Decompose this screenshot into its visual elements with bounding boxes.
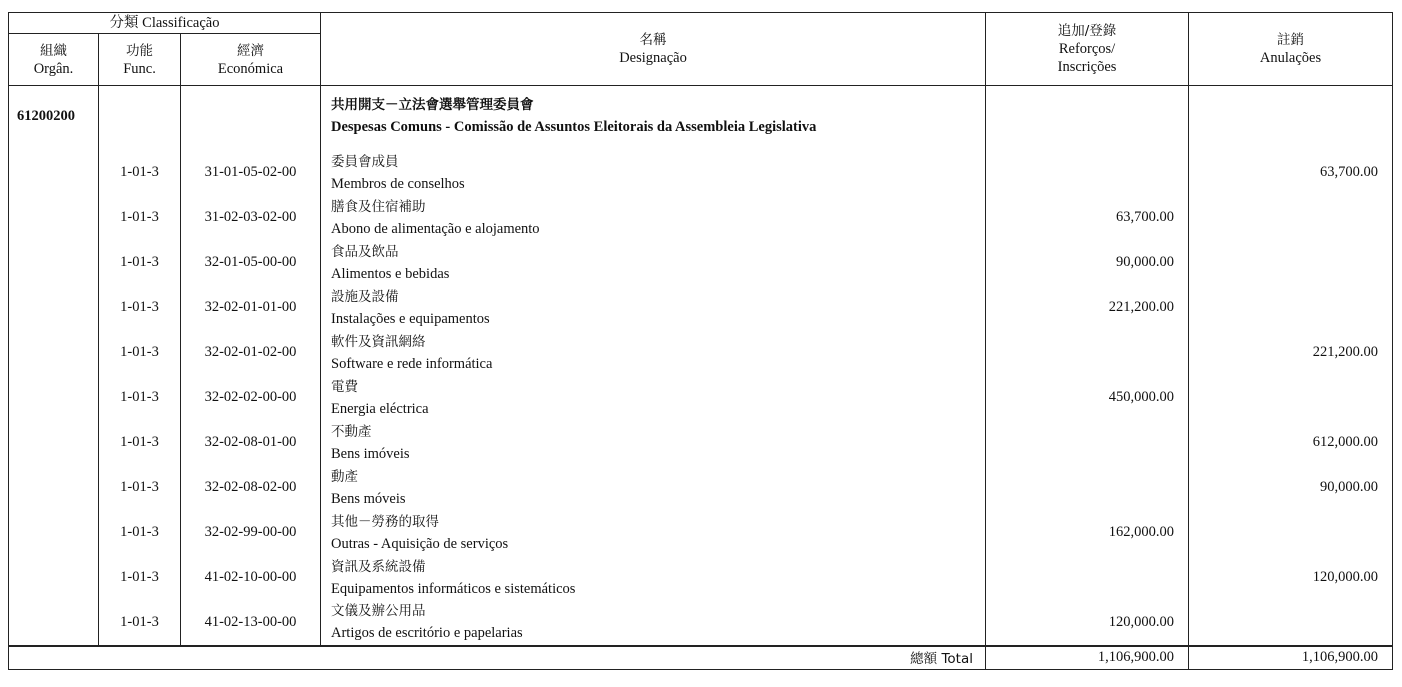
row-designation-pt: Alimentos e bebidas bbox=[331, 265, 450, 282]
row-organ-empty bbox=[9, 555, 99, 600]
row-designation bbox=[321, 555, 986, 600]
row-reforco bbox=[986, 150, 1189, 195]
row-econ: 32-02-01-02-00 bbox=[181, 330, 321, 375]
row-organ-empty bbox=[9, 465, 99, 510]
row-econ: 41-02-10-00-00 bbox=[181, 555, 321, 600]
table-row bbox=[9, 195, 1393, 240]
table-row bbox=[9, 375, 1393, 420]
row-anulacao: 612,000.00 bbox=[1189, 420, 1393, 465]
row-organ-empty bbox=[9, 240, 99, 285]
row-designation-zh: 食品及飲品 bbox=[331, 243, 399, 260]
row-econ: 32-02-02-00-00 bbox=[181, 375, 321, 420]
row-organ-empty bbox=[9, 510, 99, 555]
row-anulacao bbox=[1189, 375, 1393, 420]
organ-title-zh: 共用開支－立法會選舉管理委員會 bbox=[331, 97, 534, 113]
row-econ: 32-02-08-01-00 bbox=[181, 420, 321, 465]
row-organ-empty bbox=[9, 375, 99, 420]
row-designation-pt: Bens imóveis bbox=[331, 445, 410, 462]
row-designation bbox=[321, 375, 986, 420]
econ-header-zh: 經濟 bbox=[237, 42, 265, 59]
total-row bbox=[9, 646, 1393, 669]
row-econ: 41-02-13-00-00 bbox=[181, 600, 321, 645]
designation-header-zh: 名稱 bbox=[639, 32, 667, 48]
row-reforco bbox=[986, 330, 1189, 375]
table-row bbox=[9, 465, 1393, 510]
row-func: 1-01-3 bbox=[99, 240, 181, 285]
header-table bbox=[8, 12, 1393, 86]
row-econ: 31-01-05-02-00 bbox=[181, 150, 321, 195]
row-designation-zh: 軟件及資訊網絡 bbox=[331, 333, 426, 350]
row-designation-zh: 資訊及系統設備 bbox=[331, 558, 426, 575]
organ-title bbox=[321, 86, 986, 150]
row-reforco: 90,000.00 bbox=[986, 240, 1189, 285]
total-label-text: 總額 Total bbox=[910, 651, 973, 667]
table-row bbox=[9, 330, 1393, 375]
row-anulacao bbox=[1189, 240, 1393, 285]
anulacoes-header-zh: 註銷 bbox=[1277, 32, 1305, 48]
row-reforco bbox=[986, 420, 1189, 465]
row-econ: 31-02-03-02-00 bbox=[181, 195, 321, 240]
row-organ-empty bbox=[9, 195, 99, 240]
row-organ-empty bbox=[9, 150, 99, 195]
row-reforco: 63,700.00 bbox=[986, 195, 1189, 240]
row-anulacao: 90,000.00 bbox=[1189, 465, 1393, 510]
row-func: 1-01-3 bbox=[99, 375, 181, 420]
total-reforcos: 1,106,900.00 bbox=[986, 646, 1189, 669]
row-designation-zh: 文儀及辦公用品 bbox=[331, 603, 426, 620]
table-row bbox=[9, 510, 1393, 555]
reforcos-header-pt1: Reforços/ bbox=[1058, 41, 1116, 57]
row-designation-zh: 設施及設備 bbox=[331, 288, 399, 305]
reforcos-header bbox=[986, 13, 1189, 86]
row-func: 1-01-3 bbox=[99, 600, 181, 645]
row-anulacao: 221,200.00 bbox=[1189, 330, 1393, 375]
table-row bbox=[9, 150, 1393, 195]
budget-table-sheet bbox=[8, 12, 1392, 672]
row-reforco: 450,000.00 bbox=[986, 375, 1189, 420]
row-designation-pt: Artigos de escritório e papelarias bbox=[331, 625, 523, 642]
row-designation-pt: Software e rede informática bbox=[331, 355, 493, 372]
row-anulacao bbox=[1189, 600, 1393, 645]
organ-title-pt: Despesas Comuns - Comissão de Assuntos Eleitorais da Assembleia Legislativa bbox=[331, 119, 817, 135]
row-reforco: 120,000.00 bbox=[986, 600, 1189, 645]
organ-anulacao-empty bbox=[1189, 86, 1393, 150]
econ-header bbox=[181, 34, 321, 86]
designation-header bbox=[321, 13, 986, 86]
organ-header-zh: 組織 bbox=[40, 42, 67, 59]
row-anulacao: 63,700.00 bbox=[1189, 150, 1393, 195]
row-designation bbox=[321, 150, 986, 195]
row-func: 1-01-3 bbox=[99, 330, 181, 375]
row-designation-zh: 膳食及住宿補助 bbox=[331, 198, 426, 215]
organ-func-empty bbox=[99, 86, 181, 150]
row-designation-pt: Outras - Aquisição de serviços bbox=[331, 535, 509, 552]
row-econ: 32-02-99-00-00 bbox=[181, 510, 321, 555]
row-organ-empty bbox=[9, 330, 99, 375]
row-designation bbox=[321, 465, 986, 510]
func-header-zh: 功能 bbox=[126, 42, 153, 59]
row-anulacao: 120,000.00 bbox=[1189, 555, 1393, 600]
row-organ-empty bbox=[9, 600, 99, 645]
row-organ-empty bbox=[9, 420, 99, 465]
func-header bbox=[99, 34, 181, 86]
row-designation-zh: 電費 bbox=[331, 378, 358, 395]
row-designation-pt: Equipamentos informáticos e sistemáticos bbox=[331, 580, 576, 597]
row-func: 1-01-3 bbox=[99, 150, 181, 195]
total-table bbox=[8, 646, 1393, 670]
row-designation-zh: 不動產 bbox=[331, 423, 372, 440]
row-func: 1-01-3 bbox=[99, 195, 181, 240]
total-anulacoes: 1,106,900.00 bbox=[1189, 646, 1393, 669]
organ-header bbox=[9, 34, 99, 86]
row-designation-pt: Energia eléctrica bbox=[331, 400, 429, 417]
organ-row bbox=[9, 86, 1393, 150]
reforcos-header-zh: 追加/登錄 bbox=[1057, 23, 1117, 39]
organ-econ-empty bbox=[181, 86, 321, 150]
row-func: 1-01-3 bbox=[99, 465, 181, 510]
body-table bbox=[8, 86, 1393, 646]
organ-code: 61200200 bbox=[9, 86, 99, 150]
total-label bbox=[9, 646, 986, 669]
row-anulacao bbox=[1189, 195, 1393, 240]
row-organ-empty bbox=[9, 285, 99, 330]
row-designation bbox=[321, 600, 986, 645]
table-row bbox=[9, 555, 1393, 600]
classification-header: 分類 Classificação bbox=[9, 13, 321, 34]
organ-header-pt: Orgân. bbox=[33, 60, 74, 77]
row-econ: 32-02-08-02-00 bbox=[181, 465, 321, 510]
row-designation-zh: 其他－勞務的取得 bbox=[331, 513, 439, 530]
row-designation bbox=[321, 240, 986, 285]
reforcos-header-pt2: Inscrições bbox=[1057, 59, 1117, 75]
row-func: 1-01-3 bbox=[99, 420, 181, 465]
row-reforco: 162,000.00 bbox=[986, 510, 1189, 555]
row-reforco bbox=[986, 465, 1189, 510]
row-reforco bbox=[986, 555, 1189, 600]
row-designation-pt: Abono de alimentação e alojamento bbox=[331, 220, 540, 237]
func-header-pt: Func. bbox=[123, 60, 156, 77]
row-designation bbox=[321, 330, 986, 375]
row-func: 1-01-3 bbox=[99, 285, 181, 330]
row-econ: 32-02-01-01-00 bbox=[181, 285, 321, 330]
row-designation-pt: Instalações e equipamentos bbox=[331, 310, 490, 327]
row-anulacao bbox=[1189, 510, 1393, 555]
table-row bbox=[9, 285, 1393, 330]
anulacoes-header-pt: Anulações bbox=[1259, 50, 1322, 66]
anulacoes-header bbox=[1189, 13, 1393, 86]
row-reforco: 221,200.00 bbox=[986, 285, 1189, 330]
row-designation-pt: Bens móveis bbox=[331, 490, 406, 507]
row-econ: 32-01-05-00-00 bbox=[181, 240, 321, 285]
row-func: 1-01-3 bbox=[99, 555, 181, 600]
row-designation bbox=[321, 420, 986, 465]
row-designation-zh: 委員會成員 bbox=[331, 153, 399, 170]
organ-reforco-empty bbox=[986, 86, 1189, 150]
row-func: 1-01-3 bbox=[99, 510, 181, 555]
table-row bbox=[9, 240, 1393, 285]
row-designation bbox=[321, 195, 986, 240]
econ-header-pt: Económica bbox=[217, 60, 284, 77]
table-row bbox=[9, 420, 1393, 465]
table-row bbox=[9, 600, 1393, 645]
row-anulacao bbox=[1189, 285, 1393, 330]
row-designation bbox=[321, 510, 986, 555]
row-designation-zh: 動產 bbox=[331, 468, 358, 485]
row-designation-pt: Membros de conselhos bbox=[331, 175, 465, 192]
row-designation bbox=[321, 285, 986, 330]
designation-header-pt: Designação bbox=[619, 50, 687, 66]
